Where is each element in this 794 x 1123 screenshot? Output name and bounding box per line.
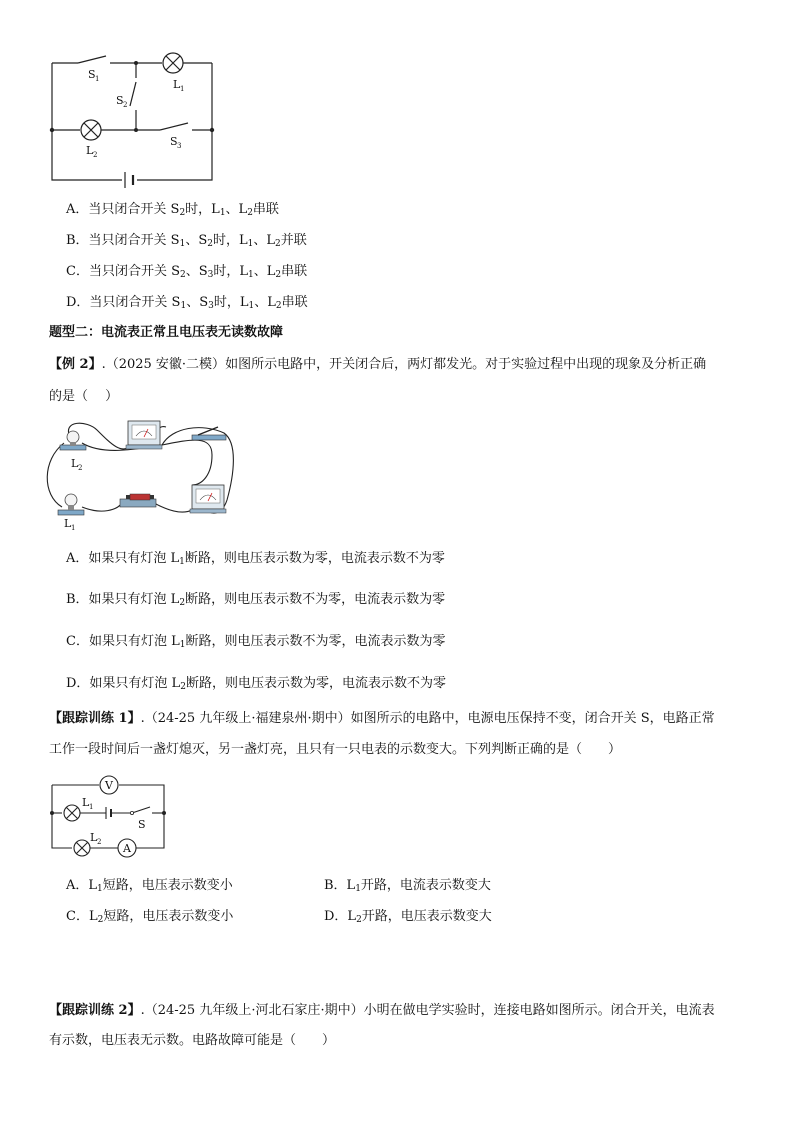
- train1-option-d[interactable]: D．$L_2$开路，电压表示数变大: [324, 909, 492, 925]
- train1-option-a[interactable]: A．$L_1$短路，电压表示数变小: [66, 878, 233, 894]
- train2-question-line1: 【跟踪训练 2】.（24-25 九年级上·河北石家庄·期中）小明在做电学实验时，连接电路如图所示。闭合开关，电流表: [49, 1003, 715, 1018]
- svg-text:1: 1: [71, 524, 76, 530]
- train2-source: .（24-25 九年级上·河北石家庄·期中）: [140, 1003, 364, 1018]
- label-s3: S: [170, 135, 178, 148]
- svg-text:2: 2: [78, 464, 83, 472]
- section-title: 题型二：电流表正常且电压表无读数故障: [49, 325, 284, 340]
- circuit-diagram-2: [44, 768, 174, 860]
- train1-question-line1: 【跟踪训练 1】.（24-25 九年级上·福建泉州·期中）如图所示的电路中，电源电压保持不变，闭合开关 S，电路正常: [49, 711, 715, 726]
- label-l1: L: [173, 78, 181, 91]
- q1-option-c[interactable]: C．当只闭合开关 $S_2$、$S_3$时，$L_1$、$L_2$串联: [66, 264, 308, 280]
- example2-question-line2: 的是（ ）: [49, 389, 119, 404]
- q1-option-d[interactable]: D．当只闭合开关 $S_1$、$S_3$时，$L_1$、$L_2$串联: [66, 295, 308, 311]
- train2-tag: 【跟踪训练 2】: [49, 1003, 141, 1018]
- label-l2: L: [86, 144, 94, 157]
- example2-question-line1: 【例 2】.（2025 安徽·二模）如图所示电路中，开关闭合后，两灯都发光。对于实验过程中出现的现象及分析正确: [49, 357, 707, 372]
- svg-text:2: 2: [123, 101, 128, 109]
- label-l1: L: [82, 796, 90, 809]
- train2-question-line2: 有示数，电压表无示数。电路故障可能是（ ）: [49, 1033, 336, 1048]
- example2-option-a[interactable]: A．如果只有灯泡 $L_1$断路，则电压表示数为零，电流表示数不为零: [66, 551, 445, 567]
- circuit-apparatus-figure: [42, 415, 242, 530]
- example2-tag: 【例 2】: [49, 357, 102, 372]
- label-l1: L: [64, 517, 72, 530]
- label-s2: S: [116, 94, 124, 107]
- q1-option-a[interactable]: A．当只闭合开关 $S_2$时，$L_1$、$L_2$串联: [66, 202, 279, 218]
- label-s: S: [138, 818, 146, 831]
- label-l2: L: [71, 457, 79, 470]
- svg-text:2: 2: [97, 838, 102, 846]
- train1-tag: 【跟踪训练 1】: [49, 711, 141, 726]
- train1-source: .（24-25 九年级上·福建泉州·期中）: [140, 711, 351, 726]
- label-s1: S: [88, 68, 96, 81]
- svg-text:2: 2: [93, 151, 98, 159]
- example2-option-d[interactable]: D．如果只有灯泡 $L_2$断路，则电压表示数为零，电流表示数不为零: [66, 676, 446, 692]
- example2-source: .（2025 安徽·二模）: [101, 357, 226, 372]
- svg-text:1: 1: [89, 803, 94, 811]
- svg-text:1: 1: [180, 85, 185, 93]
- voltmeter-label: V: [105, 779, 113, 792]
- q1-option-b[interactable]: B．当只闭合开关 $S_1$、$S_2$时，$L_1$、$L_2$并联: [66, 233, 307, 249]
- train1-option-c[interactable]: C．$L_2$短路，电压表示数变小: [66, 909, 234, 925]
- example2-option-c[interactable]: C．如果只有灯泡 $L_1$断路，则电压表示数不为零，电流表示数为零: [66, 634, 446, 650]
- svg-text:1: 1: [95, 75, 100, 83]
- label-l2: L: [90, 831, 98, 844]
- circuit-diagram-1: [40, 48, 230, 193]
- train1-option-b[interactable]: B．$L_1$开路，电流表示数变大: [324, 878, 491, 894]
- example2-option-b[interactable]: B．如果只有灯泡 $L_2$断路，则电压表示数不为零，电流表示数为零: [66, 592, 446, 608]
- svg-text:3: 3: [177, 142, 182, 150]
- ammeter-label: A: [123, 842, 131, 855]
- train1-question-line2: 工作一段时间后一盏灯熄灭，另一盏灯亮，且只有一只电表的示数变大。下列判断正确的是（ ）: [49, 742, 622, 757]
